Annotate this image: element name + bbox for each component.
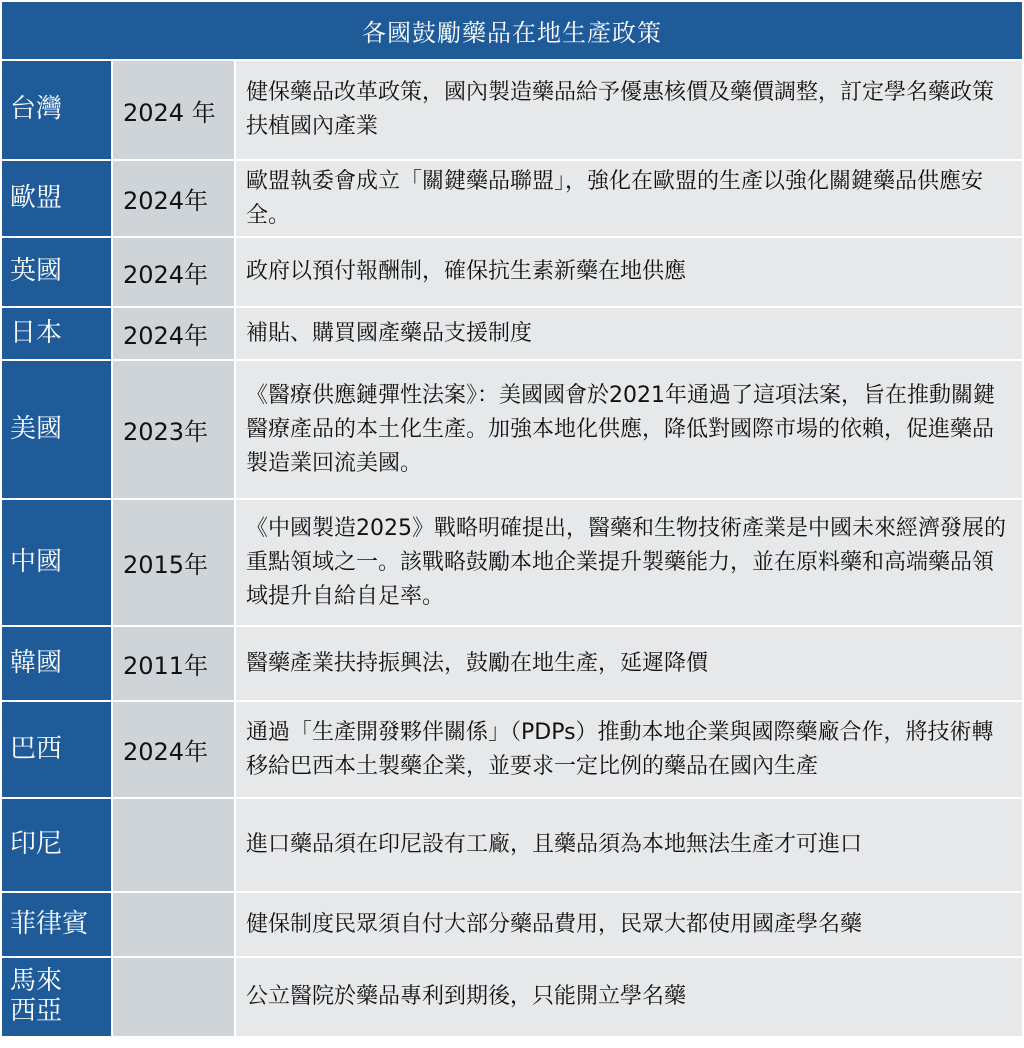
year-cell (113, 893, 236, 956)
table-row (2, 361, 1022, 500)
country-cell: 歐盟 (2, 161, 113, 236)
table-row (2, 702, 1022, 799)
table-row (2, 308, 1022, 361)
table-title: 各國鼓勵藥品在地生產政策 (2, 2, 1022, 59)
table-row (2, 799, 1022, 893)
table-row (2, 500, 1022, 627)
country-cell: 韓國 (2, 627, 113, 700)
table-row (2, 161, 1022, 238)
year-cell: 2011年 (113, 627, 236, 700)
policy-cell: 補貼、購買國產藥品支援制度 (236, 308, 1022, 359)
table-row (2, 61, 1022, 161)
country-cell: 菲律賓 (2, 893, 113, 956)
policy-cell: 歐盟執委會成立「關鍵藥品聯盟」，強化在歐盟的生產以強化關鍵藥品供應安全。 (236, 161, 1022, 236)
year-cell: 2023年 (113, 361, 236, 498)
year-cell: 2024年 (113, 702, 236, 797)
policy-cell: 《中國製造2025》戰略明確提出，醫藥和生物技術產業是中國未來經濟發展的重點領域之一。該戰略鼓勵本地企業提升製藥能力，並在原料藥和高端藥品領域提升自給自足率。 (236, 500, 1022, 625)
country-cell: 巴西 (2, 702, 113, 797)
year-cell (113, 799, 236, 891)
table-row (2, 238, 1022, 308)
table-row (2, 958, 1022, 1036)
year-cell: 2024年 (113, 161, 236, 236)
country-cell: 日本 (2, 308, 113, 359)
year-cell: 2024 年 (113, 61, 236, 159)
policy-cell: 健保藥品改革政策，國內製造藥品給予優惠核價及藥價調整，訂定學名藥政策扶植國內產業 (236, 61, 1022, 159)
policy-cell: 通過「生產開發夥伴關係」（PDPs）推動本地企業與國際藥廠合作，將技術轉移給巴西本土製藥企業，並要求一定比例的藥品在國內生產 (236, 702, 1022, 797)
policy-cell: 政府以預付報酬制，確保抗生素新藥在地供應 (236, 238, 1022, 306)
country-cell: 印尼 (2, 799, 113, 891)
policy-cell: 醫藥產業扶持振興法，鼓勵在地生產，延遲降價 (236, 627, 1022, 700)
table-row (2, 627, 1022, 702)
country-cell: 中國 (2, 500, 113, 625)
year-cell: 2015年 (113, 500, 236, 625)
policy-cell: 進口藥品須在印尼設有工廠，且藥品須為本地無法生產才可進口 (236, 799, 1022, 891)
year-cell: 2024年 (113, 238, 236, 306)
country-cell: 美國 (2, 361, 113, 498)
policy-cell: 《醫療供應鏈彈性法案》：美國國會於2021年通過了這項法案，旨在推動關鍵醫療產品的本土化生產。加強本地化供應，降低對國際市場的依賴，促進藥品製造業回流美國。 (236, 361, 1022, 498)
policy-cell: 公立醫院於藥品專利到期後，只能開立學名藥 (236, 958, 1022, 1036)
policy-cell: 健保制度民眾須自付大部分藥品費用，民眾大都使用國產學名藥 (236, 893, 1022, 956)
table-row (2, 893, 1022, 958)
country-cell: 馬來西亞 (2, 958, 113, 1036)
year-cell: 2024年 (113, 308, 236, 359)
country-cell: 英國 (2, 238, 113, 306)
year-cell (113, 958, 236, 1036)
country-cell: 台灣 (2, 61, 113, 159)
